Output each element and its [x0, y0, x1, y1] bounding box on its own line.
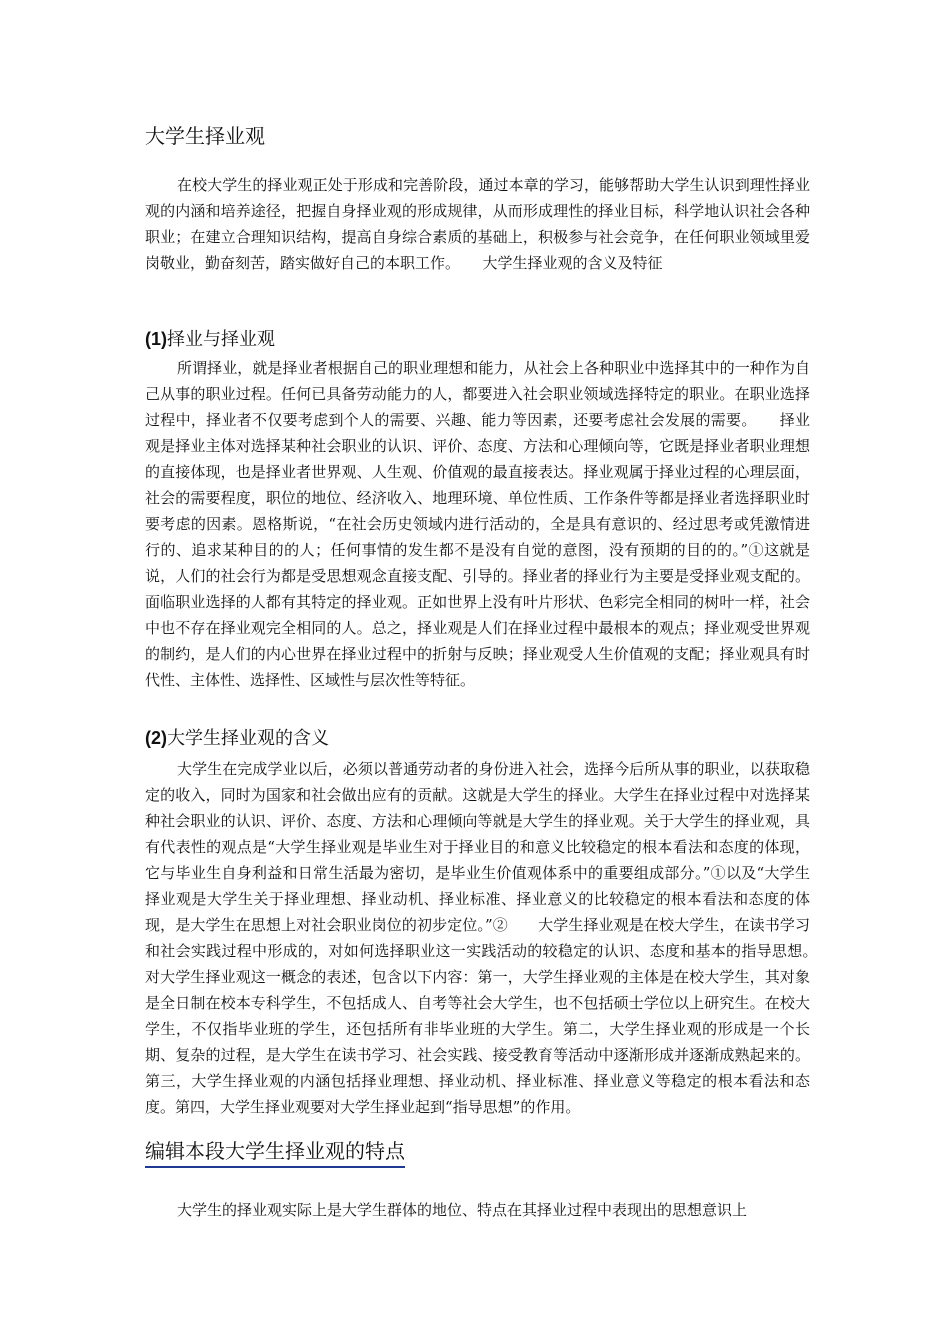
intro-paragraph: 在校大学生的择业观正处于形成和完善阶段，通过本章的学习，能够帮助大学生认识到理性择业观的内涵和培养途径，把握自身择业观的形成规律，从而形成理性的择业目标，科学地认识社会各种职业；在建立合理知识结构，提高自身综合素质的基础上，积极参与社会竞争，在任何职业领域里爱岗敬业，勤奋刻苦，踏实做好自己的本职工作。 大学生择业观的含义及特征 — [145, 176, 810, 272]
section-heading-2 — [145, 725, 329, 752]
section-heading-3 — [145, 1137, 405, 1168]
section-title-1: 择业与择业观 — [167, 329, 275, 350]
section-body-1: 所谓择业，就是择业者根据自己的职业理想和能力，从社会上各种职业中选择其中的一种作为自己从事的职业过程。任何已具备劳动能力的人，都要进入社会职业领域选择特定的职业。在职业选择过程中，择业者不仅要考虑到个人的需要、兴趣、能力等因素，还要考虑社会发展的需要。 择业观是择业主体对选择某种社会职业的认识、评价、态度、方法和心理倾向等，它既是择业者职业理想的直接体现，也是择业者世界观、人生观、价值观的最直接表达。择业观属于择业过程的心理层面，社会的需要程度，职位的地位、经济收入、地理环境、单位性质、工作条件等都是择业者选择职业时要考虑的因素。恩格斯说，“在社会历史领域内进行活动的，全是具有意识的、经过思考或凭激情进行的、追求某种目的的人；任何事情的发生都不是没有自觉的意图，没有预期的目的的。”①这就是说，人们的社会行为都是受思想观念直接支配、引导的。择业者的择业行为主要是受择业观支配的。面临职业选择的人都有其特定的择业观。正如世界上没有叶片形状、色彩完全相同的树叶一样，社会中也不存在择业观完全相同的人。总之，择业观是人们在择业过程中最根本的观点；择业观受世界观的制约，是人们的内心世界在择业过程中的折射与反映；择业观受人生价值观的支配；择业观具有时代性、主体性、选择性、区域性与层次性等特征。 — [145, 359, 810, 689]
section-title-2: 大学生择业观的含义 — [167, 728, 329, 749]
section-heading-1 — [145, 326, 275, 353]
section-body-2: 大学生在完成学业以后，必须以普通劳动者的身份进入社会，选择今后所从事的职业，以获取稳定的收入，同时为国家和社会做出应有的贡献。这就是大学生的择业。大学生在择业过程中对选择某种社会职业的认识、评价、态度、方法和心理倾向等就是大学生的择业观。关于大学生的择业观，具有代表性的观点是“大学生择业观是毕业生对于择业目的和意义比较稳定的根本看法和态度的体现，它与毕业生自身利益和日常生活最为密切，是毕业生价值观体系中的重要组成部分。”①以及“大学生择业观是大学生关于择业理想、择业动机、择业标准、择业意义的比较稳定的根本看法和态度的体现，是大学生在思想上对社会职业岗位的初步定位。”② 大学生择业观是在校大学生，在读书学习和社会实践过程中形成的，对如何选择职业这一实践活动的较稳定的认识、态度和基本的指导思想。 对大学生择业观这一概念的表述，包含以下内容：第一，大学生择业观的主体是在校大学生，其对象是全日制在校本专科学生，不包括成人、自考等社会大学生，也不包括硕士学位以上研究生。在校大学生，不仅指毕业班的学生，还包括所有非毕业班的大学生。第二，大学生择业观的形成是一个长期、复杂的过程，是大学生在读书学习、社会实践、接受教育等活动中逐渐形成并逐渐成熟起来的。第三，大学生择业观的内涵包括择业理想、择业动机、择业标准、择业意义等稳定的根本看法和态度。第四，大学生择业观要对大学生择业起到“指导思想”的作用。 — [145, 760, 841, 1116]
section-number-2: (2) — [145, 728, 167, 748]
section-body-3: 大学生的择业观实际上是大学生群体的地位、特点在其择业过程中表现出的思想意识上 — [177, 1201, 748, 1219]
section-number-1: (1) — [145, 329, 167, 349]
document-title: 大学生择业观 — [145, 124, 265, 148]
edit-section-link[interactable] — [145, 1137, 405, 1168]
edit-section-label: 编辑本段 — [145, 1139, 225, 1163]
section-title-3: 大学生择业观的特点 — [225, 1139, 405, 1163]
